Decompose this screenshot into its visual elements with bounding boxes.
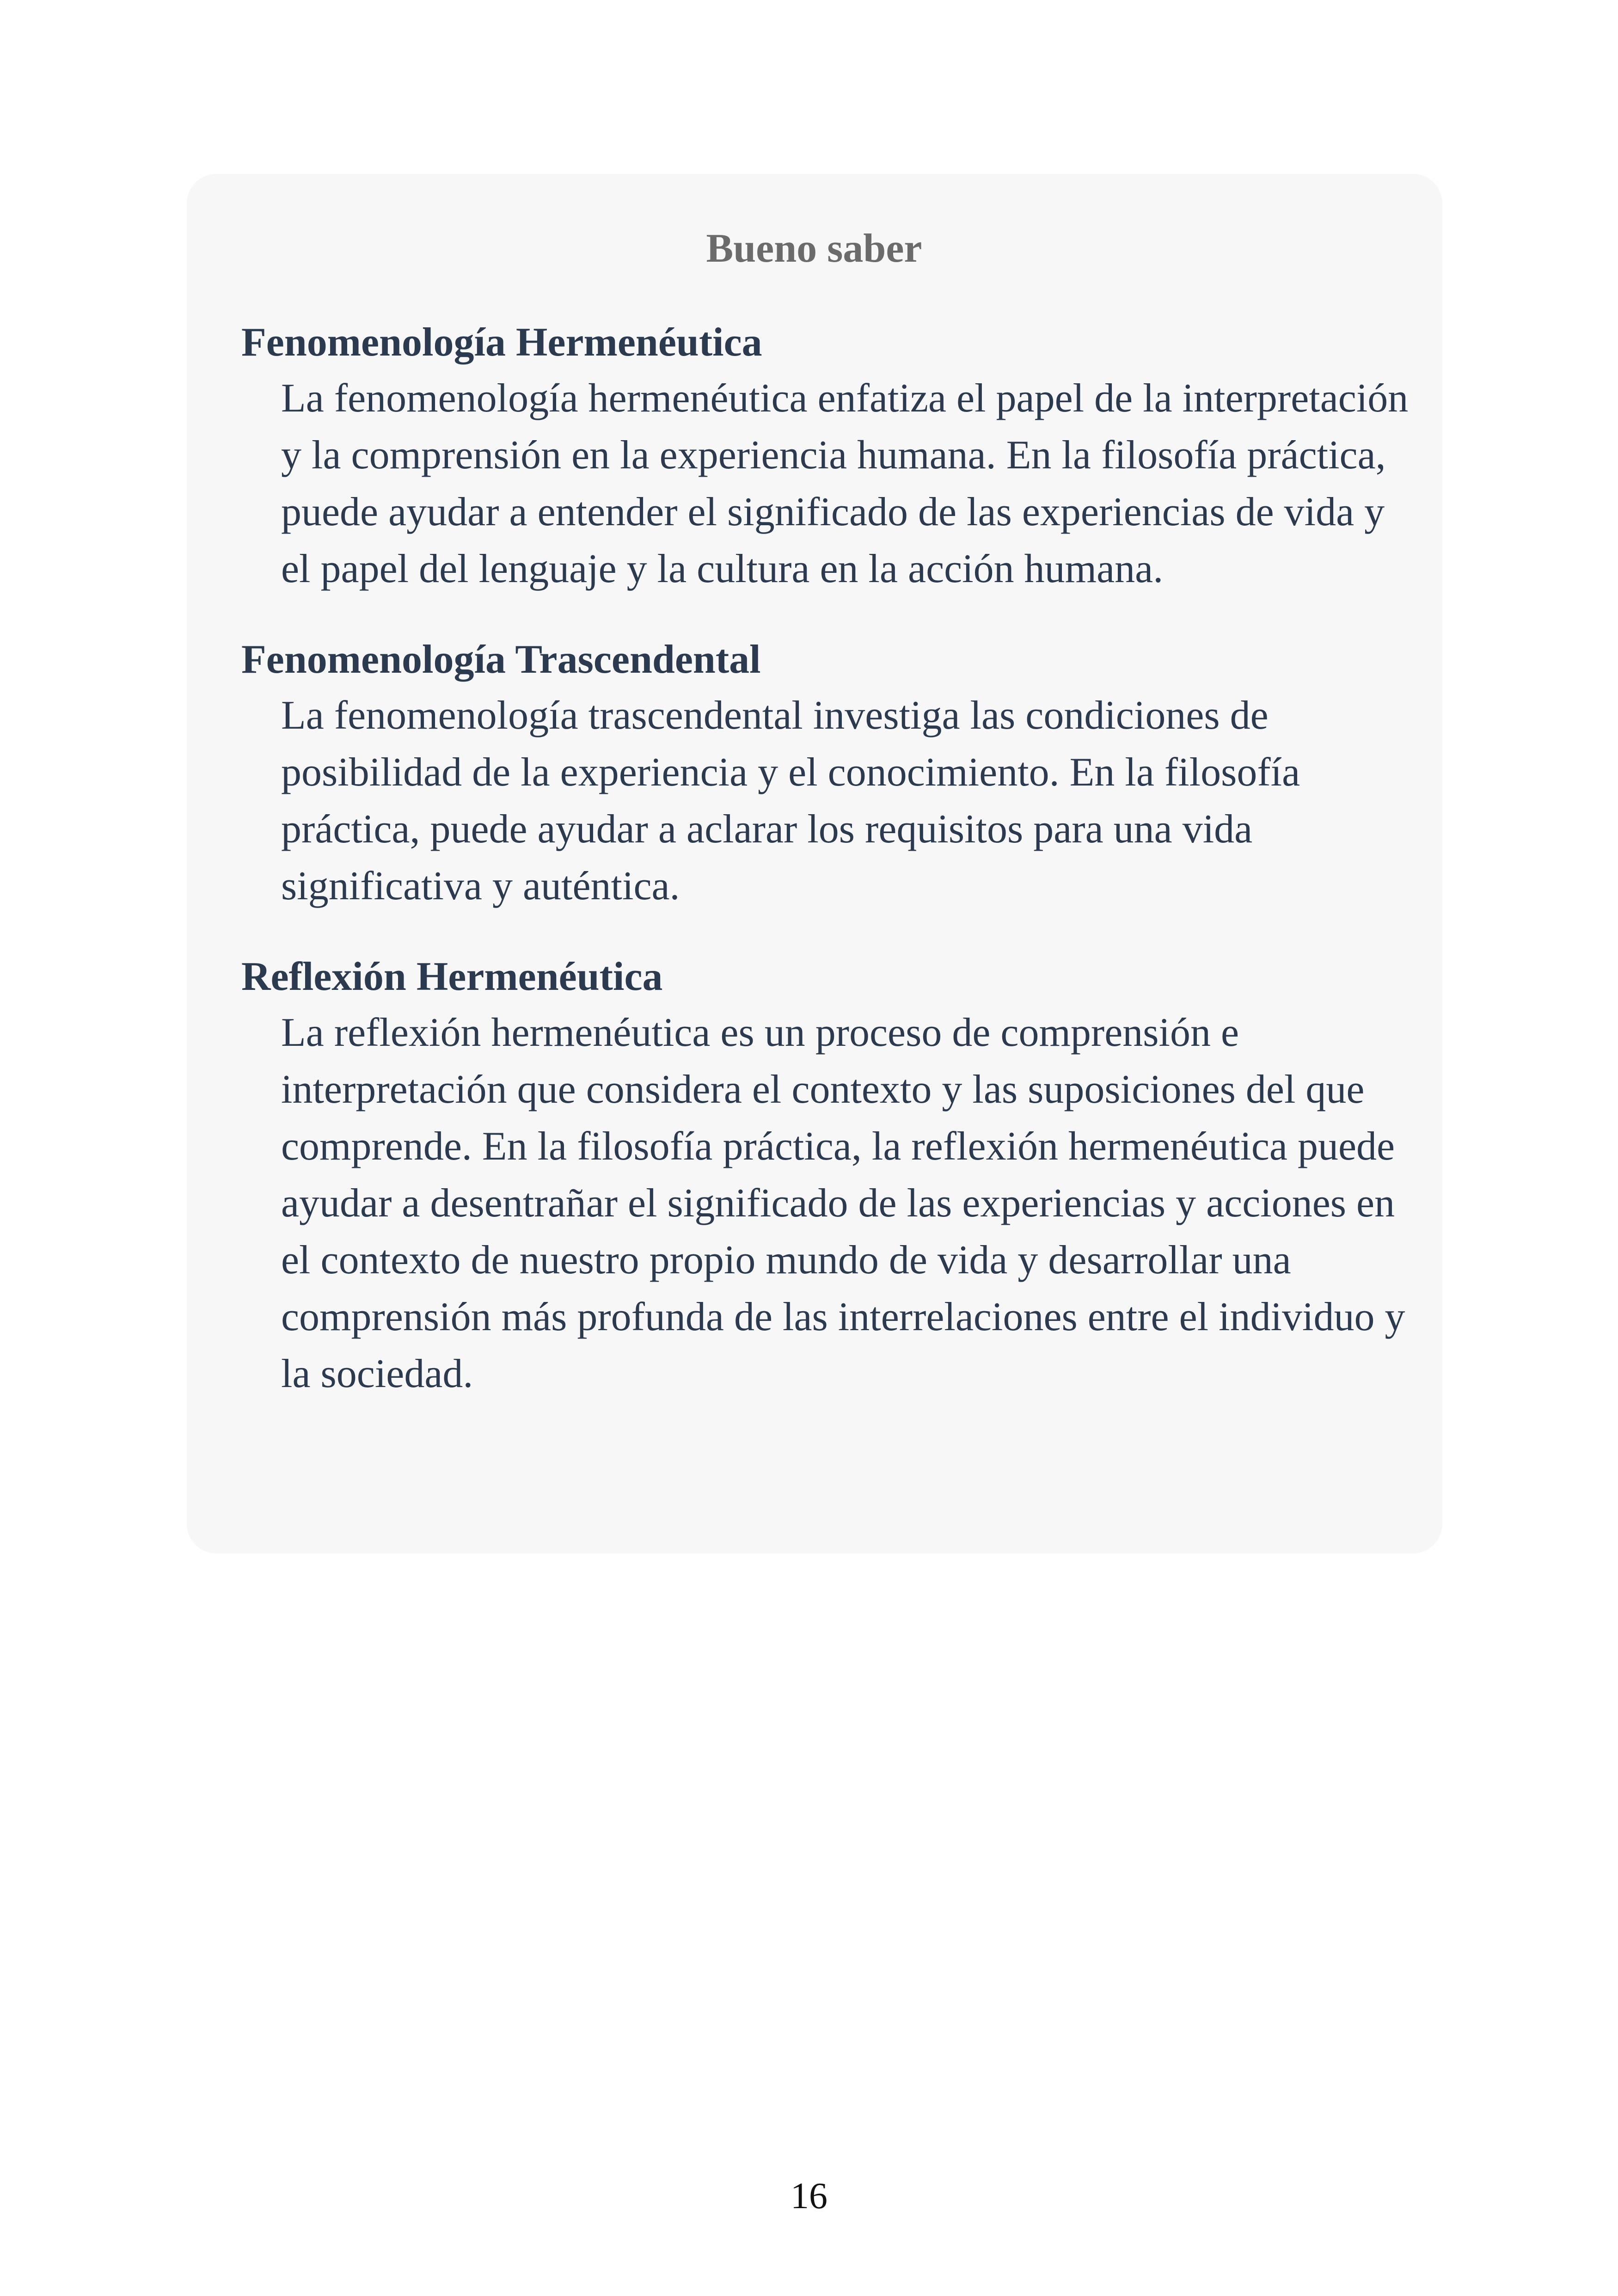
entry-term: Reflexión Hermenéutica xyxy=(241,954,663,999)
callout-title: Bueno saber xyxy=(706,226,922,271)
entry-definition: La fenomenología hermenéutica enfatiza el papel de la interpretación y la comprensión en la experiencia humana. En la filosofía práctica, puede ayudar a entender el significado de las experiencias de vida y el papel del lenguaje y la cultura en la acción humana. xyxy=(281,376,1409,591)
entry-definition: La reflexión hermenéutica es un proceso de comprensión e interpretación que considera el contexto y las suposiciones del que comprende. En la filosofía práctica, la reflexión hermenéutica puede ayudar a desentrañar el significado de las experiencias y acciones en el contexto de nuestro propio mundo de vida y desarrollar una comprensión más profunda de las interrelaciones entre el individuo y la sociedad. xyxy=(281,1010,1405,1396)
page-number: 16 xyxy=(791,2176,827,2216)
entry-definition: La fenomenología trascendental investiga las condiciones de posibilidad de la experiencia y el conocimiento. En la filosofía práctica, puede ayudar a aclarar los requisitos para una vida significativa y auténtica. xyxy=(281,693,1300,909)
entry-term: Fenomenología Hermenéutica xyxy=(241,320,762,365)
glossary-entry xyxy=(241,952,1405,1402)
good-to-know-box xyxy=(187,174,1442,1553)
glossary-entry xyxy=(241,634,1387,915)
glossary-entry xyxy=(241,317,1409,597)
entry-term: Fenomenología Trascendental xyxy=(241,637,761,682)
